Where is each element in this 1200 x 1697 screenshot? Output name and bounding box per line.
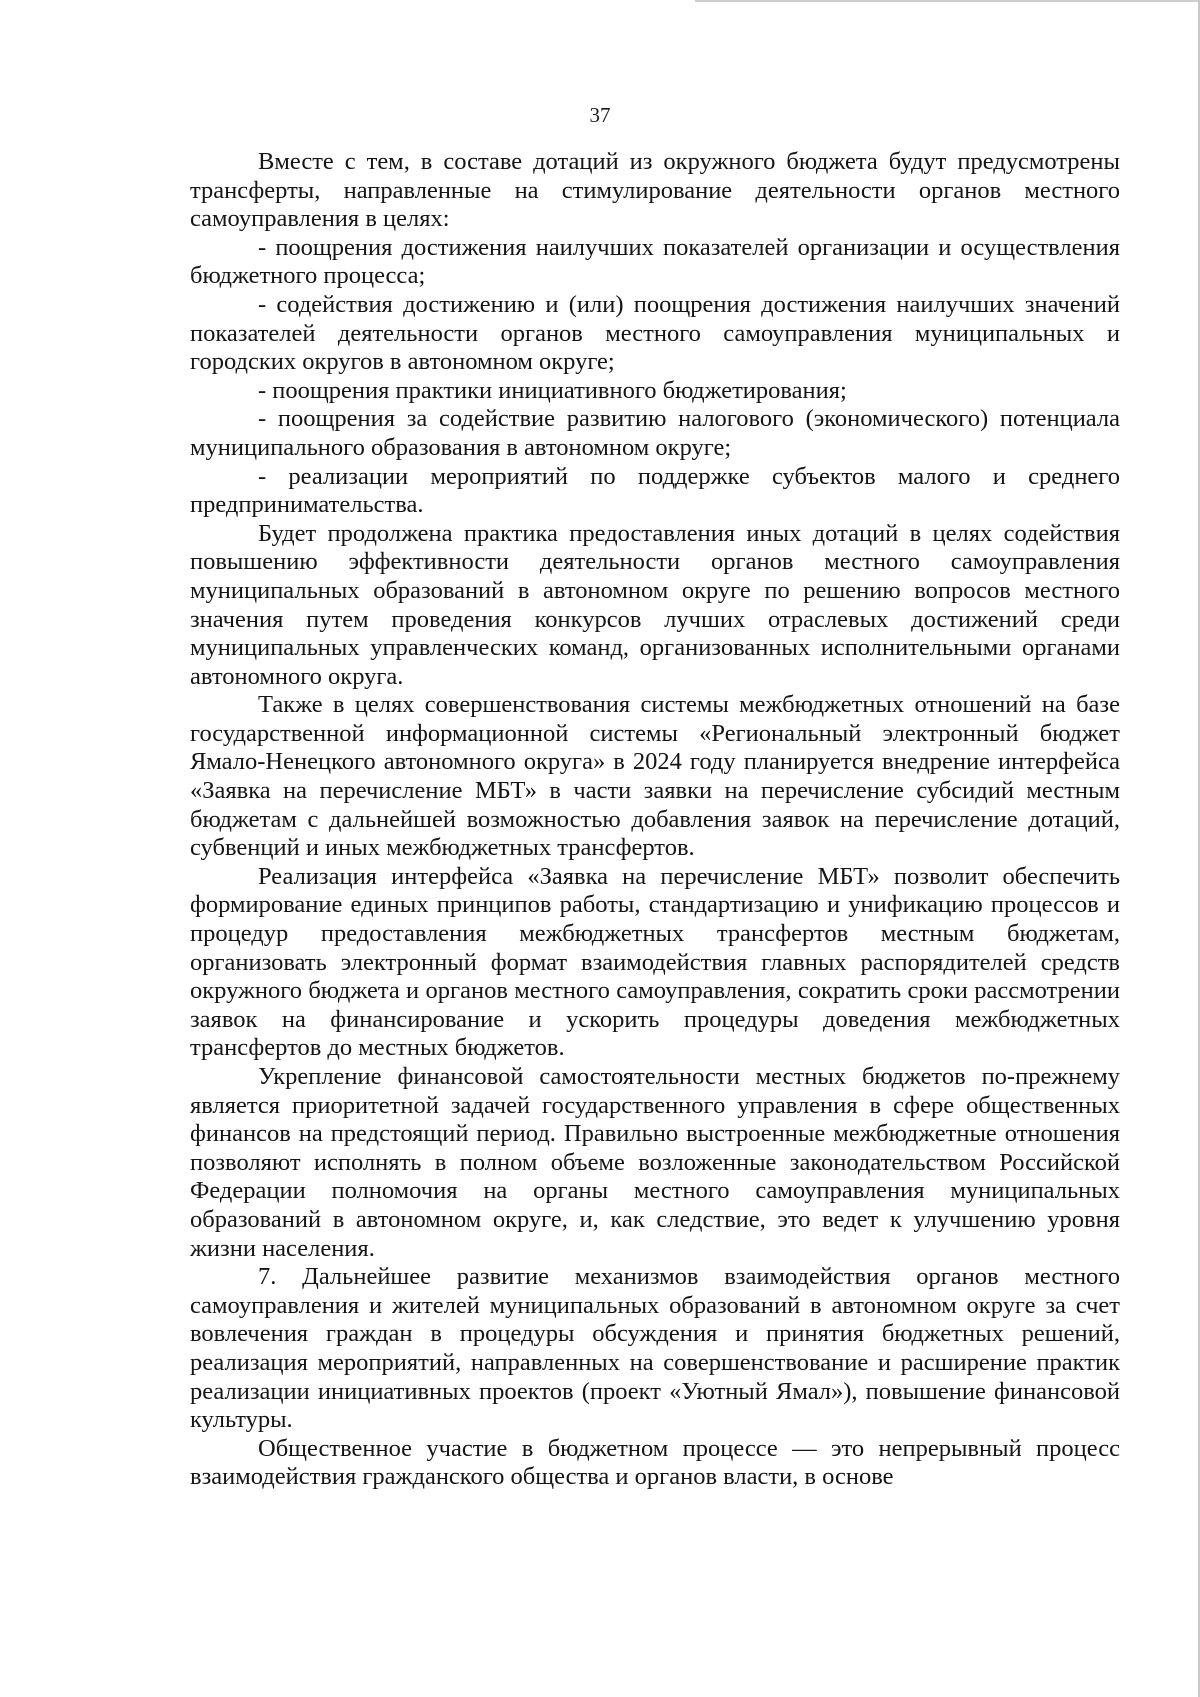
list-item: - реализации мероприятий по поддержке субъектов малого и среднего предпринимательства. [190,462,1120,519]
paragraph: Реализация интерфейса «Заявка на перечисление МБТ» позволит обеспечить формирование единых принципов работы, стандартизацию и унификацию процессов и процедур предоставления межбюджетных трансфертов местным бюджетам, организовать электронный формат взаимодействия главных распорядителей средств окружного бюджета и органов местного самоуправления, сократить сроки рассмотрении заявок на финансирование и ускорить процедуры доведения межбюджетных трансфертов до местных бюджетов. [190,862,1120,1062]
paragraph: Вместе с тем, в составе дотаций из окружного бюджета будут предусмотрены трансферты, направленные на стимулирование деятельности органов местного самоуправления в целях: [190,148,1120,233]
list-item: - поощрения за содействие развитию налогового (экономического) потенциала муниципального образования в автономном округе; [190,405,1120,461]
paragraph: Укрепление финансовой самостоятельности местных бюджетов по-прежнему является приоритетной задачей государственного управления в сфере общественных финансов на предстоящий период. Правильно выстроенные межбюджетные отношения позволяют исполнять в полном объеме возложенные законодательством Российской Федерации полномочия на органы местного самоуправления муниципальных образований в автономном округе, и, как следствие, это ведет к улучшению уровня жизни населения. [190,1063,1120,1262]
paragraph: Будет продолжена практика предоставления иных дотаций в целях содействия повышению эффективности деятельности органов местного самоуправления муниципальных образований в автономном округе по решению вопросов местного значения путем проведения конкурсов лучших отраслевых достижений среди муниципальных управленческих команд, организованных исполнительными органами автономного округа. [190,519,1120,690]
document-body [190,148,1120,1492]
paragraph: Общественное участие в бюджетном процессе — это непрерывный процесс взаимодействия гражданского общества и органов власти, в основе [190,1434,1120,1491]
scan-edge-top [695,0,1200,2]
list-item: - поощрения практики инициативного бюджетирования; [258,376,847,404]
page-number: 37 [589,103,611,127]
numbered-paragraph: 7. Дальнейшее развитие механизмов взаимодействия органов местного самоуправления и жителей муниципальных образований в автономном округе за счет вовлечения граждан в процедуры обсуждения и принятия бюджетных решений, реализация мероприятий, направленных на совершенствование и расширение практик реализации инициативных проектов (проект «Уютный Ямал»), повышение финансовой культуры. [190,1263,1120,1434]
list-item: - поощрения достижения наилучших показателей организации и осуществления бюджетного процесса; [190,233,1120,290]
list-item: - содействия достижению и (или) поощрения достижения наилучших значений показателей деятельности органов местного самоуправления муниципальных и городских округов в автономном округе; [190,290,1120,376]
paragraph: Также в целях совершенствования системы межбюджетных отношений на базе государственной информационной системы «Региональный электронный бюджет Ямало-Ненецкого автономного округа» в 2024 году планируется внедрение интерфейса «Заявка на перечисление МБТ» в части заявки на перечисление субсидий местным бюджетам с дальнейшей возможностью добавления заявок на перечисление дотаций, субвенций и иных межбюджетных трансфертов. [190,691,1120,862]
